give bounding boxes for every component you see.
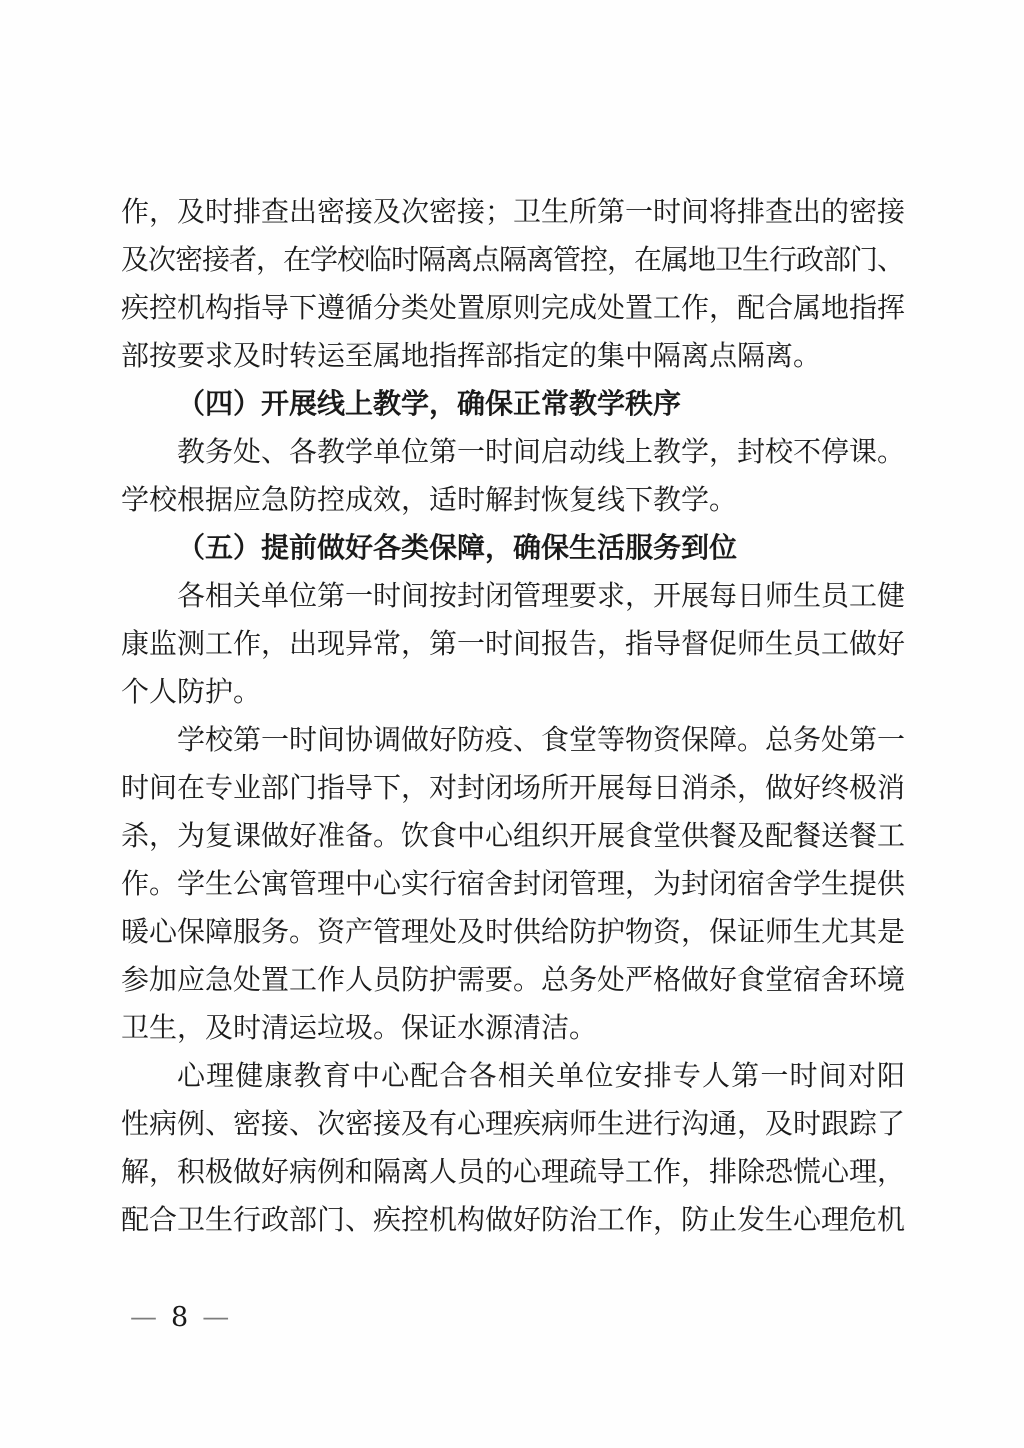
text-line: 作。学生公寓管理中心实行宿舍封闭管理，为封闭宿舍学生提供 [121,867,906,900]
footer-dash-left: — [130,1302,157,1333]
text-line: 解，积极做好病例和隔离人员的心理疏导工作，排除恐慌心理， [121,1155,906,1188]
document-body [121,188,905,1244]
page-number: 8 [171,1302,189,1333]
text-line: 康监测工作，出现异常，第一时间报告，指导督促师生员工做好 [121,627,906,660]
text-line: 教务处、各教学单位第一时间启动线上教学，封校不停课。 [177,435,906,468]
text-line: 杀，为复课做好准备。饮食中心组织开展食堂供餐及配餐送餐工 [121,819,906,852]
text-line: 及次密接者，在学校临时隔离点隔离管控，在属地卫生行政部门、 [121,243,905,276]
text-line: 个人防护。 [121,675,262,708]
text-line: 各相关单位第一时间按封闭管理要求，开展每日师生员工健 [177,579,906,612]
text-line: 学校根据应急防控成效，适时解封恢复线下教学。 [121,483,738,516]
text-line: 时间在专业部门指导下，对封闭场所开展每日消杀，做好终极消 [121,771,906,804]
text-line: 作，及时排查出密接及次密接；卫生所第一时间将排查出的密接 [121,195,906,228]
footer-dash-right: — [202,1302,230,1333]
section-heading-five: （五）提前做好各类保障，确保生活服务到位 [177,531,738,564]
text-line: 卫生，及时清运垃圾。保证水源清洁。 [121,1011,598,1044]
text-line: 疾控机构指导下遵循分类处置原则完成处置工作，配合属地指挥 [121,291,906,324]
section-heading-four: （四）开展线上教学，确保正常教学秩序 [177,387,682,420]
text-line: 配合卫生行政部门、疾控机构做好防治工作，防止发生心理危机 [121,1203,906,1236]
page-footer [130,1298,229,1338]
text-line: 性病例、密接、次密接及有心理疾病师生进行沟通，及时跟踪了 [121,1107,906,1140]
text-line: 暖心保障服务。资产管理处及时供给防护物资，保证师生尤其是 [121,915,906,948]
text-line: 部按要求及时转运至属地指挥部指定的集中隔离点隔离。 [121,339,822,372]
text-line: 学校第一时间协调做好防疫、食堂等物资保障。总务处第一 [177,723,906,756]
text-line: 参加应急处置工作人员防护需要。总务处严格做好食堂宿舍环境 [121,963,906,996]
text-line: 心理健康教育中心配合各相关单位安排专人第一时间对阳 [177,1059,905,1092]
